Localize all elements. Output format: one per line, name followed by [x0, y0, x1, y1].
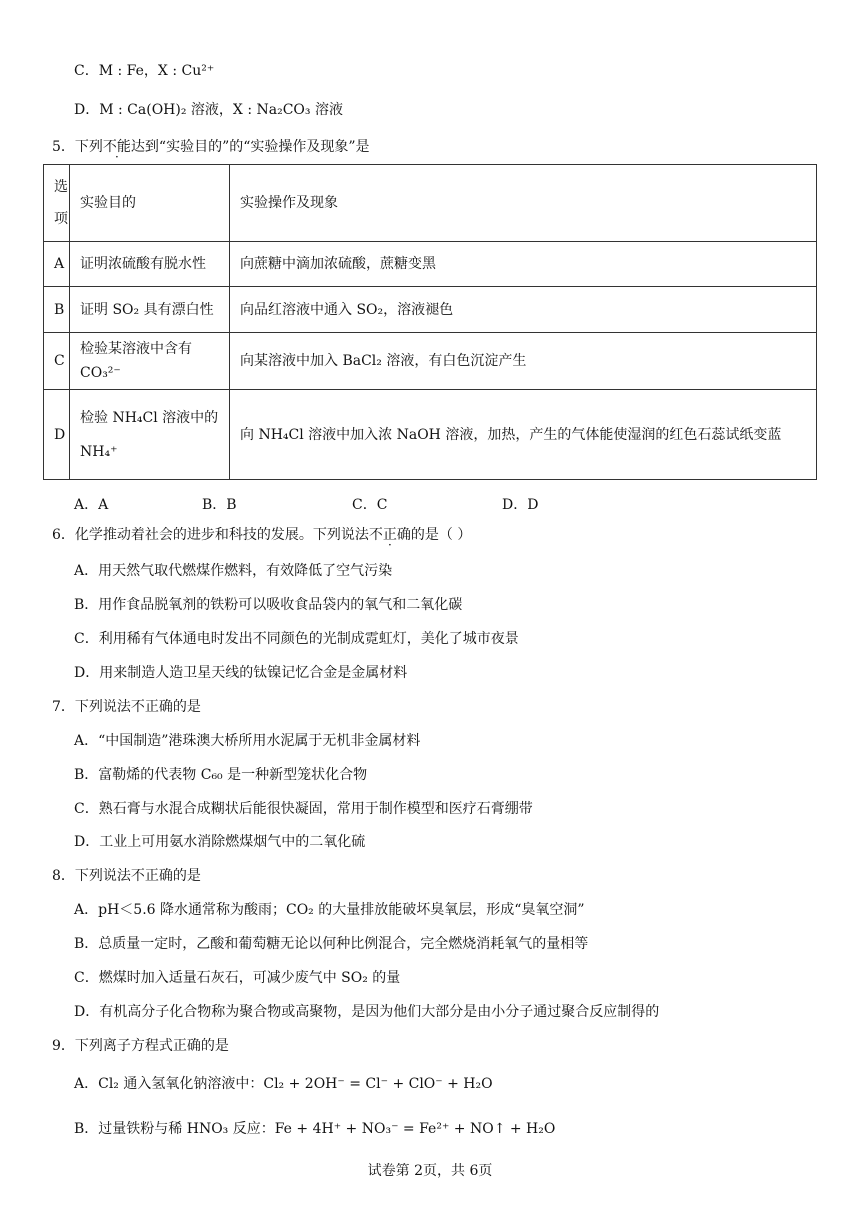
row-b-purpose: 证明 SO₂ 具有漂白性	[70, 287, 230, 333]
table-row	[44, 390, 817, 480]
row-b-operation: 向品红溶液中通入 SO₂，溶液褪色	[230, 287, 817, 333]
q5-stem-post: 达到“实验目的”的“实验操作及现象”是	[130, 139, 370, 155]
row-c-purpose: 检验某溶液中含有 CO₃²⁻	[70, 333, 230, 390]
row-d-operation: 向 NH₄Cl 溶液中加入浓 NaOH 溶液，加热，产生的气体能使湿润的红色石蕊试纸变蓝	[230, 390, 817, 480]
page-footer: 试卷第 2页，共 6页	[367, 1163, 493, 1179]
q7-option-d: D．工业上可用氨水消除燃煤烟气中的二氧化硫	[74, 834, 366, 850]
q5-table	[43, 164, 817, 480]
q9-option-a: A．Cl₂ 通入氢氧化钠溶液中：Cl₂ + 2OH⁻ = Cl⁻ + ClO⁻ + H₂O	[74, 1076, 493, 1092]
q5-stem	[52, 136, 370, 156]
row-c-operation: 向某溶液中加入 BaCl₂ 溶液，有白色沉淀产生	[230, 333, 817, 390]
q9-option-b: B．过量铁粉与稀 HNO₃ 反应：Fe + 4H⁺ + NO₃⁻ = Fe²⁺ + NO↑ + H₂O	[74, 1121, 556, 1137]
q6-stem-emphasis: 不正确	[368, 527, 411, 543]
table-row	[44, 333, 817, 390]
q5-answer-c: C．C	[352, 497, 388, 513]
q5-answer-b: B．B	[202, 497, 237, 513]
row-a-operation: 向蔗糖中滴加浓硫酸，蔗糖变黑	[230, 242, 817, 287]
q6-stem-pre: 6．化学推动着社会的进步和科技的发展。下列说法	[52, 527, 369, 543]
q6-option-b: B．用作食品脱氧剂的铁粉可以吸收食品袋内的氧气和二氧化碳	[74, 597, 463, 613]
q7-option-b: B．富勒烯的代表物 C₆₀ 是一种新型笼状化合物	[74, 767, 368, 783]
q6-option-c: C．利用稀有气体通电时发出不同颜色的光制成霓虹灯，美化了城市夜景	[74, 631, 519, 647]
q5-stem-pre: 5．下列	[52, 139, 103, 155]
q6-option-a: A．用天然气取代燃煤作燃料，有效降低了空气污染	[74, 563, 393, 579]
row-a-purpose: 证明浓硫酸有脱水性	[70, 242, 230, 287]
row-c-option: C	[44, 333, 70, 390]
q8-stem: 8．下列说法不正确的是	[52, 868, 201, 884]
table-row	[44, 242, 817, 287]
q8-option-a: A．pH＜5.6 降水通常称为酸雨；CO₂ 的大量排放能破坏臭氧层，形成“臭氧空洞”	[74, 902, 585, 918]
q7-option-a: A．“中国制造”港珠澳大桥所用水泥属于无机非金属材料	[74, 733, 421, 749]
q5-answer-d: D．D	[502, 497, 539, 513]
header-purpose: 实验目的	[70, 165, 230, 242]
q5-answer-a: A．A	[74, 497, 109, 513]
q7-option-c: C．熟石膏与水混合成糊状后能很快凝固，常用于制作模型和医疗石膏绷带	[74, 801, 533, 817]
row-b-option: B	[44, 287, 70, 333]
table-header-row	[44, 165, 817, 242]
q6-stem	[52, 524, 471, 544]
row-d-option: D	[44, 390, 70, 480]
row-d-purpose: 检验 NH₄Cl 溶液中的 NH₄⁺	[70, 390, 230, 480]
table-row	[44, 287, 817, 333]
q8-option-c: C．燃煤时加入适量石灰石，可减少废气中 SO₂ 的量	[74, 970, 401, 986]
q5-stem-emphasis: 不能	[102, 139, 131, 155]
q8-option-d: D．有机高分子化合物称为聚合物或高聚物，是因为他们大部分是由小分子通过聚合反应制得的	[74, 1004, 660, 1020]
q4-option-c: C．M : Fe，X : Cu²⁺	[74, 63, 215, 79]
q6-option-d: D．用来制造人造卫星天线的钛镍记忆合金是金属材料	[74, 665, 408, 681]
q6-stem-post: 的是（ ）	[410, 527, 472, 543]
q8-option-b: B．总质量一定时，乙酸和葡萄糖无论以何种比例混合，完全燃烧消耗氧气的量相等	[74, 936, 589, 952]
q9-stem: 9．下列离子方程式正确的是	[52, 1038, 229, 1054]
q4-option-d: D．M : Ca(OH)₂ 溶液，X : Na₂CO₃ 溶液	[74, 102, 343, 118]
row-a-option: A	[44, 242, 70, 287]
header-operation: 实验操作及现象	[230, 165, 817, 242]
header-option: 选项	[44, 165, 70, 242]
q7-stem: 7．下列说法不正确的是	[52, 699, 201, 715]
